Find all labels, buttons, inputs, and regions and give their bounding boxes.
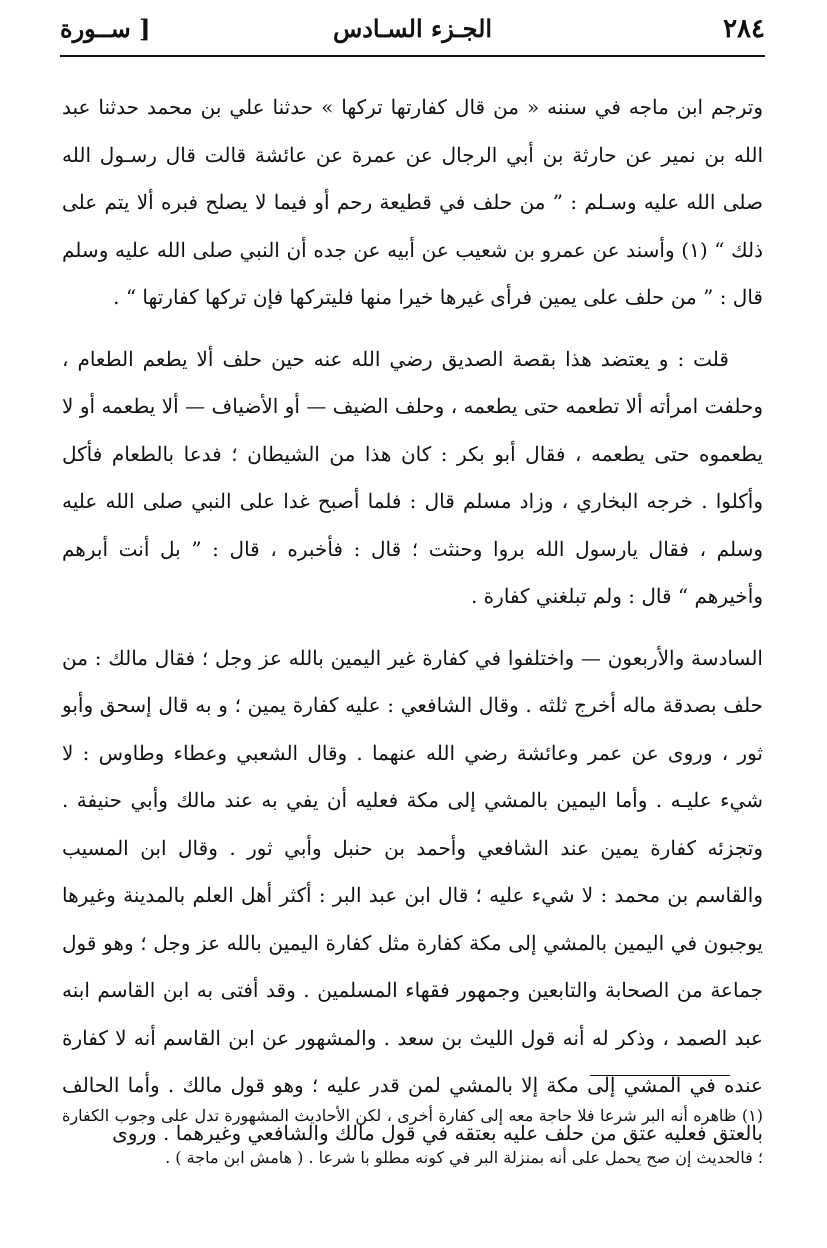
page-number: ٢٨٤	[723, 14, 765, 44]
page-header	[60, 12, 765, 50]
main-text	[62, 84, 763, 1171]
footnotes	[62, 1095, 763, 1179]
footnote-divider	[590, 1075, 730, 1076]
header-divider	[60, 55, 765, 57]
footnote: (١) ظاهره أنه البر شرعا فلا حاجة معه إلى كفارة أخرى ، لكن الأحاديث المشهورة تدل على وجوب الكفارة ؛ فالحديث إن صح يحمل على أنه بمنزلة البر في كونه مطلو با شرعا . ( هامش ابن ماجة ) .	[62, 1106, 763, 1167]
paragraph: وترجم ابن ماجه في سننه « من قال كفارتها تركها » حدثنا علي بن محمد حدثنا عبد الله بن نمير عن حارثة بن أبي الرجال عن عمرة عن عائشة قالت قال رسـول الله صلى الله عليه وسـلم : ” من حلف في قطيعة رحم أو فيما لا يصلح فبره ألا يتم على ذلك “ (١) وأسند عن عمرو بن شعيب عن أبيه عن جده أن النبي صلى الله عليه وسلم قال : ” من حلف على يمين فرأى غيرها خيرا منها فليتركها فإن تركها كفارتها “ .	[62, 95, 763, 309]
paragraph: قلت : و يعتضد هذا بقصة الصديق رضي الله عنه حين حلف ألا يطعم الطعام ، وحلفت امرأته ألا تطعمه حتى يطعمه ، وحلف الضيف — أو الأضياف — ألا يطعمه أو لا يطعموه حتى يطعمه ، فقال أبو بكر : كان هذا من الشيطان ؛ فدعا بالطعام فأكل وأكلوا . خرجه البخاري ، وزاد مسلم قال : فلما أصبح غدا على النبي صلى الله عليه وسلم ، فقال يارسول الله بروا وحنثت ؛ قال : فأخبره ، قال : ” بل أنت أبرهم وأخيرهم “ قال : ولم تبلغني كفارة .	[62, 346, 763, 608]
surah-label: [ ســورة	[60, 14, 151, 43]
paragraph: السادسة والأربعون — واختلفوا في كفارة غير اليمين بالله عز وجل ؛ فقال مالك : من حلف بصدقة ماله أخرج ثلثه . وقال الشافعي : عليه كفارة يمين ؛ و به قال إسحق وأبو ثور ، وروى عن عمر وعائشة رضي الله عنهما . وقال الشعبي وعطاء وطاوس : لا شيء عليـه . وأما اليمين بالمشي إلى مكة فعليه أن يفي به عند مالك وأبي حنيفة . وتجزئه كفارة يمين عند الشافعي وأحمد بن حنبل وأبي ثور . وقال ابن المسيب والقاسم بن محمد : لا شيء عليه ؛ قال ابن عبد البر : أكثر أهل العلم بالمدينة وغيرها يوجبون في اليمين بالمشي إلى مكة كفارة مثل كفارة اليمين بالله عز وجل ؛ وهو قول جماعة من الصحابة والتابعين وجمهور فقهاء المسلمين . وقد أفتى به ابن القاسم ابنه عبد الصمد ، وذكر له أنه قول الليث بن سعد . والمشهور عن ابن القاسم أنه لا كفارة عنده في المشي إلى مكة إلا بالمشي لمن قدر عليه ؛ وهو قول مالك . وأما الحالف بالعتق فعليه عتق من حلف عليه بعتقه في قول مالك والشافعي وغيرهما . وروى	[62, 645, 763, 1145]
part-title: الجـزء السـادس	[332, 14, 493, 43]
